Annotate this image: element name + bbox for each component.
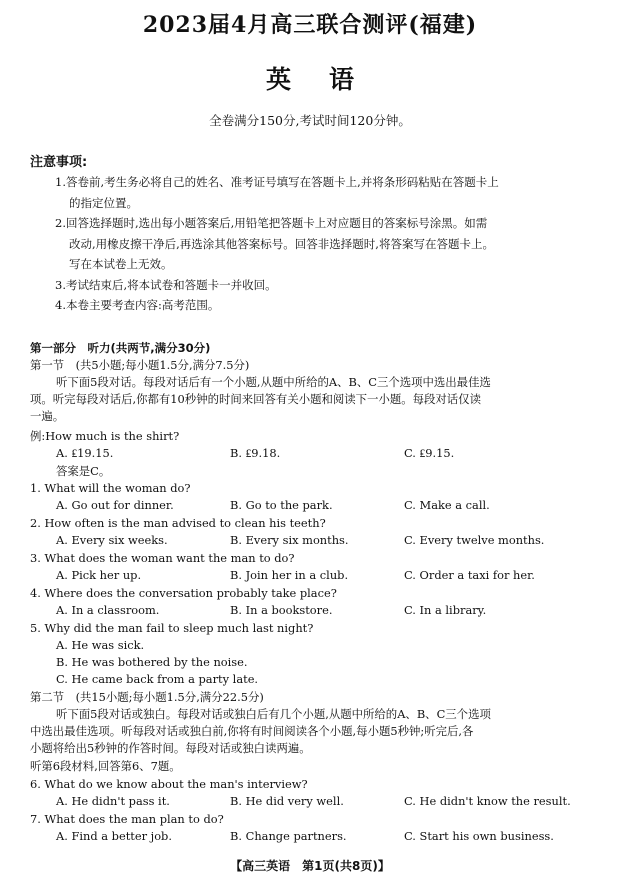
section2-heading: 第二节 (共15小题;每小题1.5分,满分22.5分) [30, 690, 264, 704]
section1-heading: 第一节 (共5小题;每小题1.5分,满分7.5分) [30, 358, 250, 372]
q3-option-a: A. Pick her up. [56, 568, 142, 582]
q1-option-a: A. Go out for dinner. [56, 498, 174, 512]
q6-option-b: B. He did very well. [230, 794, 344, 808]
q2-option-c: C. Every twelve months. [404, 533, 545, 547]
question-7: 7. What does the man plan to do? [30, 812, 224, 826]
q1-option-b: B. Go to the park. [230, 498, 333, 512]
q7-option-c: C. Start his own business. [404, 829, 554, 843]
material-6-label: 听第6段材料,回答第6、7题。 [30, 759, 181, 773]
q4-option-a: A. In a classroom. [56, 603, 160, 617]
instruction-line: 小题将给出5秒钟的作答时间。每段对话或独白读两遍。 [30, 741, 311, 755]
q6-option-a: A. He didn't pass it. [56, 794, 170, 808]
q7-option-a: A. Find a better job. [56, 829, 172, 843]
example-answer: 答案是C。 [56, 464, 111, 478]
instruction-line: 项。听完每段对话后,你都有10秒钟的时间来回答有关小题和阅读下一小题。每段对话仅读 [30, 392, 481, 406]
question-2: 2. How often is the man advised to clean his teeth? [30, 516, 326, 530]
q5-option-a: A. He was sick. [56, 638, 145, 652]
notice-line: 2.回答选择题时,选出每小题答案后,用铅笔把答题卡上对应题目的答案标号涂黑。如需 [55, 216, 488, 230]
subject-title: 英语 [265, 65, 392, 94]
question-5: 5. Why did the man fail to sleep much last night? [30, 621, 314, 635]
example-option-a: A. ₤19.15. [56, 446, 114, 460]
instruction-line: 中选出最佳选项。听每段对话或独白前,你将有时间阅读各个小题,每小题5秒钟;听完后,各 [30, 724, 474, 738]
q3-option-b: B. Join her in a club. [230, 568, 349, 582]
notice-line: 的指定位置。 [69, 195, 138, 210]
section2-instructions [30, 706, 595, 757]
instruction-line: 听下面5段对话。每段对话后有一个小题,从题中所给的A、B、C三个选项中选出最佳选 [56, 375, 491, 389]
example-question: 例:How much is the shirt? [30, 429, 180, 443]
notice-line: 改动,用橡皮擦干净后,再选涂其他答案标号。回答非选择题时,将答案写在答题卡上。 [69, 236, 494, 251]
section1-instructions [30, 374, 595, 425]
example-option-c: C. ₤9.15. [404, 446, 455, 460]
notice-line: 写在本试卷上无效。 [69, 257, 173, 271]
question-3: 3. What does the woman want the man to do? [30, 551, 295, 565]
q6-option-c: C. He didn't know the result. [404, 794, 571, 808]
q7-option-b: B. Change partners. [230, 829, 347, 843]
question-4: 4. Where does the conversation probably take place? [30, 586, 337, 600]
page-footer: 【高三英语 第1页(共8页)】 [230, 859, 390, 873]
exam-title: 2023届4月高三联合测评(福建) [142, 12, 478, 38]
example-option-b: B. ₤9.18. [230, 446, 281, 460]
notice-line: 1.答卷前,考生务必将自己的姓名、准考证号填写在答题卡上,并将条形码粘贴在答题卡上 [55, 175, 499, 189]
q3-option-c: C. Order a taxi for her. [404, 568, 535, 582]
instruction-line: 一遍。 [30, 409, 65, 423]
question-1: 1. What will the woman do? [30, 481, 191, 495]
instruction-line: 听下面5段对话或独白。每段对话或独白后有几个小题,从题中所给的A、B、C三个选项 [56, 707, 491, 721]
q4-option-b: B. In a bookstore. [230, 603, 333, 617]
q2-option-a: A. Every six weeks. [56, 533, 168, 547]
notice-line: 4.本卷主要考查内容:高考范围。 [55, 298, 220, 312]
q2-option-b: B. Every six months. [230, 533, 349, 547]
q5-option-b: B. He was bothered by the noise. [56, 655, 248, 669]
notice-heading: 注意事项: [30, 155, 88, 170]
q4-option-c: C. In a library. [404, 603, 487, 617]
part1-heading: 第一部分 听力(共两节,满分30分) [30, 341, 211, 355]
notice-line: 3.考试结束后,将本试卷和答题卡一并收回。 [55, 277, 277, 292]
question-6: 6. What do we know about the man's interview? [30, 777, 308, 791]
q5-option-c: C. He came back from a party late. [56, 672, 259, 686]
q1-option-c: C. Make a call. [404, 498, 490, 512]
exam-meta: 全卷满分150分,考试时间120分钟。 [209, 113, 411, 128]
notice-list [55, 172, 600, 316]
